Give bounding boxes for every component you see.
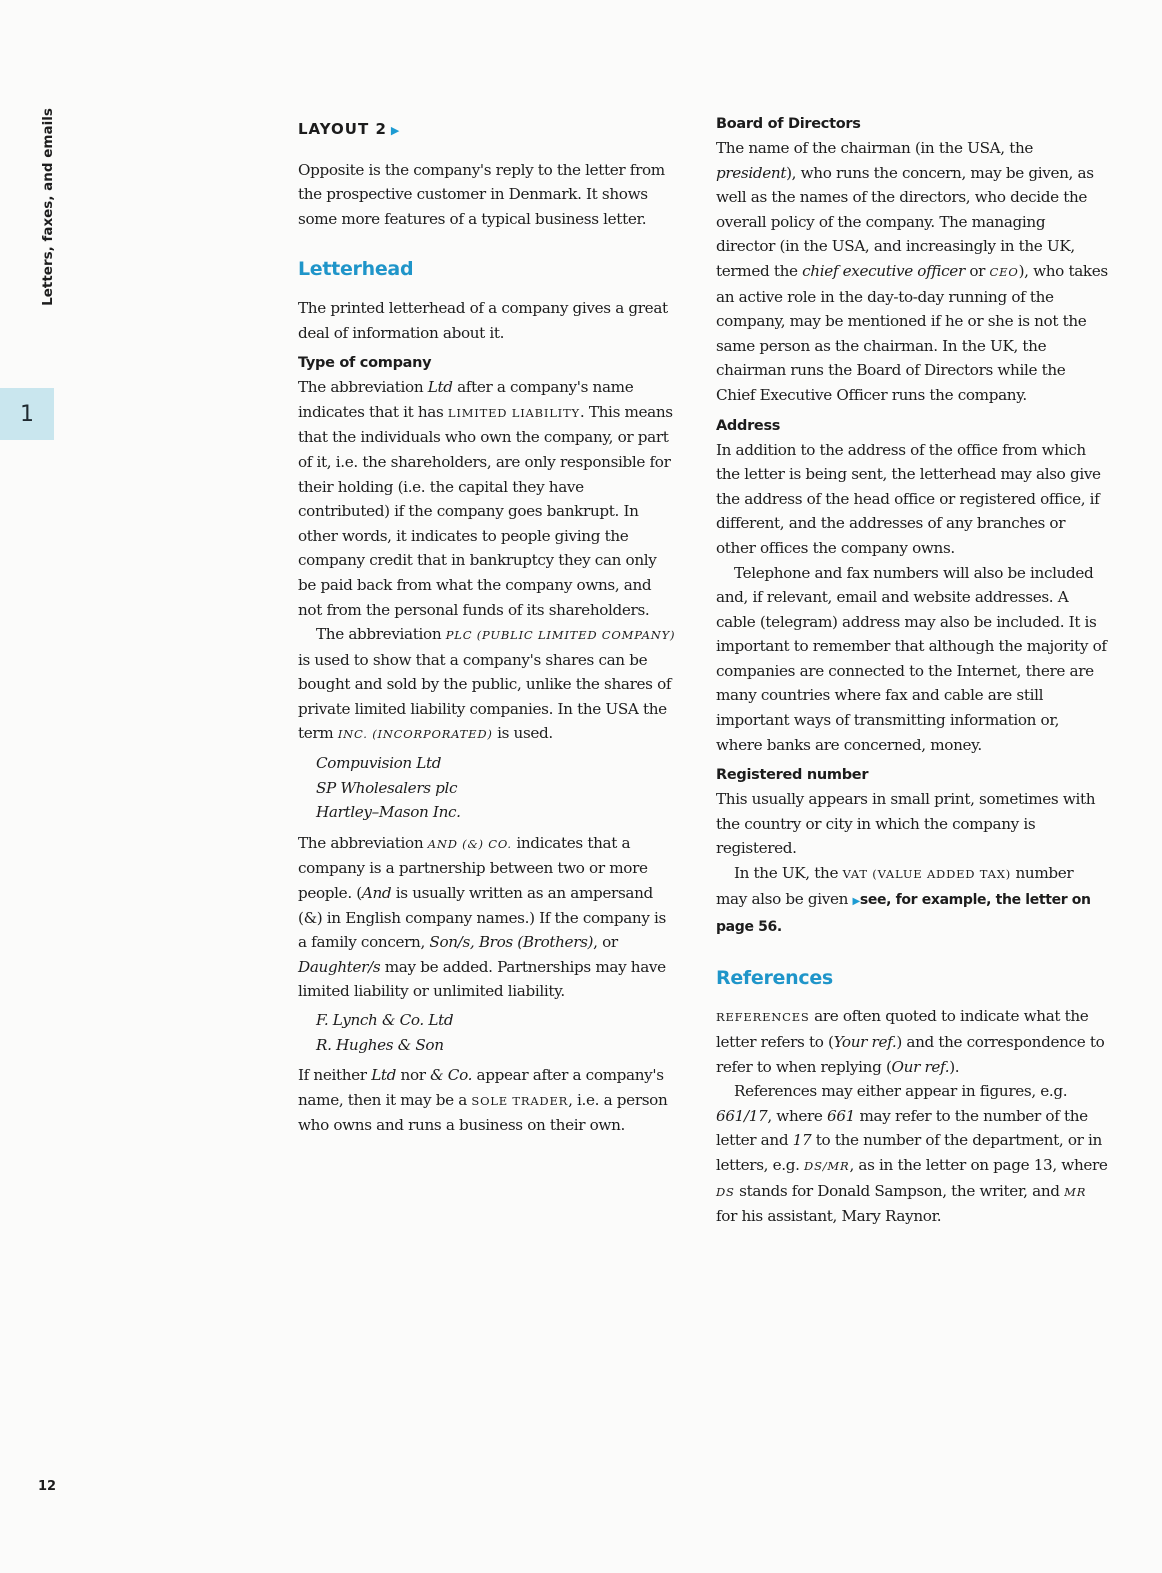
triangle-right-icon: ▶ <box>852 895 860 907</box>
example-item: SP Wholesalers plc <box>316 778 458 797</box>
board-paragraph: The name of the chairman (in the USA, the president), who runs the concern, may be given, as well as the names of the directors, who decide the overall policy of the company. The managing director (in the USA, and increasingly in the UK, termed the chief executive officer or CEO), who takes an active role in the day-to-day running of the company, may be mentioned if he or she is not the same person as the chairman. In the UK, the chairman runs the Board of Directors while the Chief Executive Officer runs the company. <box>716 139 1108 404</box>
letterhead-intro: The printed letterhead of a company gives a great deal of information about it. <box>298 298 668 342</box>
example-item: Compuvision Ltd <box>316 754 442 773</box>
example-item: R. Hughes & Son <box>316 1035 444 1054</box>
layout-heading: LAYOUT 2 ▶ <box>298 120 401 138</box>
company-name-examples <box>316 751 676 825</box>
letterhead-heading: Letterhead <box>298 258 414 281</box>
address-paragraph-1: In addition to the address of the office from which the letter is being sent, the letterhead may also give the address of the head office or registered office, if different, and the addresses of any branches or other offices the company owns. <box>716 440 1101 557</box>
references-heading: References <box>716 966 833 989</box>
right-column <box>716 112 1108 1229</box>
references-paragraph-2: References may either appear in figures, e.g. 661/17, where 661 may refer to the number of the letter and 17 to the number of the department, or in letters, e.g. DS/MR, as in the letter on page 13, where DS stands for Donald Sampson, the writer, and MR for his assistant, Mary Raynor. <box>716 1082 1108 1226</box>
address-paragraph-2: Telephone and fax numbers will also be included and, if relevant, email and website addresses. A cable (telegram) address may also be included. It is important to remember that although the majority of companies are connected to the Internet, there are many countries where fax and cable are still important ways of transmitting information or, where banks are concerned, money. <box>716 563 1107 754</box>
chapter-title-vertical <box>36 100 60 314</box>
registered-paragraph-1: This usually appears in small print, sometimes with the country or city in which the company is registered. <box>716 790 1096 858</box>
intro-paragraph: Opposite is the company's reply to the letter from the prospective customer in Denmark. It shows some more features of a typical business letter. <box>298 160 665 228</box>
sole-trader-paragraph: If neither Ltd nor & Co. appear after a company's name, then it may be a SOLE TRADER, i.e. a person who owns and runs a business on their own. <box>298 1066 668 1135</box>
plc-paragraph: The abbreviation PLC (PUBLIC LIMITED COMPANY) is used to show that a company's shares can be bought and sold by the public, unlike the shares of private limited liability companies. In the USA the term INC. (INCORPORATED) is used. <box>298 625 676 743</box>
cross-reference-link: see, for example, the letter on page 56. <box>716 891 1091 936</box>
chapter-title-text: Letters, faxes, and emails <box>40 108 57 306</box>
left-column <box>298 112 676 1138</box>
chapter-tab <box>0 388 54 440</box>
and-co-paragraph: The abbreviation AND (&) CO. indicates that a company is a partnership between two or more people. (And is usually written as an ampersand (&) in English company names.) If the company is a family concern, Son/s, Bros (Brothers), or Daughter/s may be added. Partnerships may have limited liability or unlimited liability. <box>298 833 667 1001</box>
board-heading: Board of Directors <box>716 116 861 132</box>
address-heading: Address <box>716 417 781 434</box>
chapter-number: 1 <box>20 401 34 427</box>
example-item: Hartley–Mason Inc. <box>316 803 461 822</box>
registered-number-heading: Registered number <box>716 767 869 784</box>
registered-paragraph-2: In the UK, the VAT (VALUE ADDED TAX) number may also be given ▶see, for example, the letter on page 56. <box>716 864 1091 936</box>
ltd-paragraph: The abbreviation Ltd after a company's name indicates that it has LIMITED LIABILITY. This means that the individuals who own the company, or part of it, i.e. the shareholders, are only responsible for their holding (i.e. the capital they have contributed) if the company goes bankrupt. In other words, it indicates to people giving the company credit that in bankruptcy they can only be paid back from what the company owns, and not from the personal funds of its shareholders. <box>298 378 673 619</box>
partnership-examples <box>316 1008 676 1057</box>
references-paragraph-1: REFERENCES are often quoted to indicate what the letter refers to (Your ref.) and the correspondence to refer to when replying (Our ref.). <box>716 1007 1105 1076</box>
type-of-company-heading: Type of company <box>298 355 432 372</box>
example-item: F. Lynch & Co. Ltd <box>316 1011 454 1029</box>
page-number: 12 <box>38 1479 57 1494</box>
triangle-right-icon: ▶ <box>390 124 401 137</box>
